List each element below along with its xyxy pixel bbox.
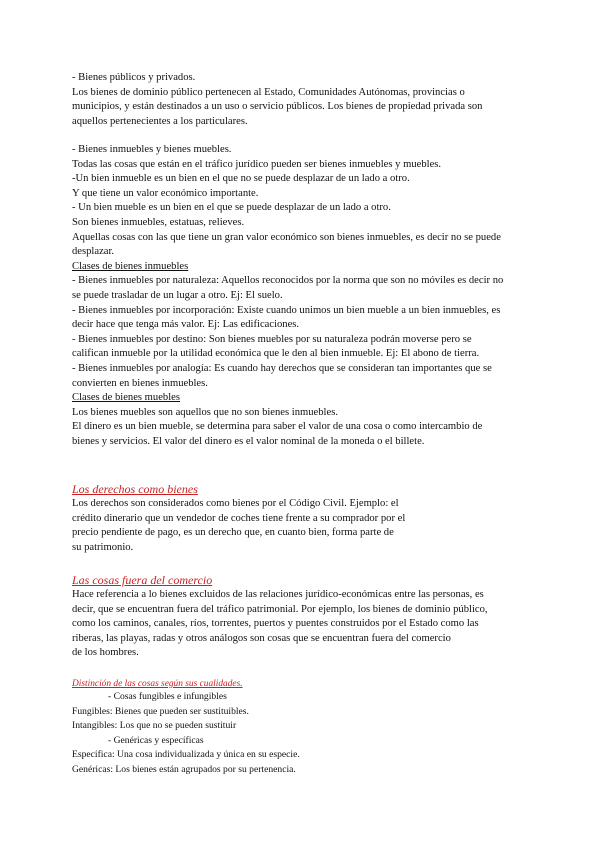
text-line: convierten en bienes inmuebles.	[72, 377, 208, 389]
text-line: Aquellas cosas con las que tiene un gran valor económico son bienes inmuebles, es decir no se puede	[72, 231, 501, 243]
text-line: como los caminos, canales, ríos, torrentes, puertos y puentes construidos por el Estado como las	[72, 618, 479, 630]
text-line: aquellos pertenecientes a los particulares.	[72, 115, 248, 127]
text-line: de los hombres.	[72, 647, 139, 659]
text-line: - Bienes inmuebles por analogía: Es cuando hay derechos que se consideran tan importantes que se	[72, 362, 492, 374]
section-distincion-cosas	[72, 678, 532, 778]
section-heading: Los derechos como bienes	[72, 482, 198, 496]
text-line: se puede trasladar de un lugar a otro. Ej: El suelo.	[72, 289, 283, 301]
text-line: - Bienes inmuebles por destino: Son bienes muebles por su naturaleza podrán moverse pero se	[72, 333, 472, 345]
text-line: - Bienes públicos y privados.	[72, 72, 196, 83]
list-item: - Cosas fungibles e infungibles	[108, 691, 227, 702]
text-line: Y que tiene un valor económico importante.	[72, 187, 259, 199]
text-line: su patrimonio.	[72, 541, 134, 553]
text-line: municipios, y están destinados a un uso o servicio públicos. Los bienes de propiedad privada son	[72, 101, 483, 113]
subheading-clases-muebles: Clases de bienes muebles	[72, 392, 180, 404]
text-line: califican inmueble por la utilidad económica que le den al bien inmueble. Ej: El abono de tierra.	[72, 348, 480, 360]
text-line: - Bienes inmuebles y bienes muebles.	[72, 144, 232, 155]
text-line: decir, que se encuentran fuera del tráfico patrimonial. Por ejemplo, los bienes de dominio público,	[72, 603, 488, 615]
subheading-clases-inmuebles: Clases de bienes inmuebles	[72, 260, 189, 272]
list-item: - Genéricas y específicas	[108, 734, 204, 746]
section-heading: Distinción de las cosas según sus cualidades.	[72, 679, 243, 689]
text-line: precio pendiente de pago, es un derecho que, en cuanto bien, forma parte de	[72, 527, 394, 539]
text-line: crédito dinerario que un vendedor de coches tiene frente a su comprador por el	[72, 512, 406, 524]
text-line: - Un bien mueble es un bien en el que se puede desplazar de un lado a otro.	[72, 202, 391, 214]
text-line: Fungibles: Bienes que pueden ser sustituibles.	[72, 705, 249, 717]
section-bienes-inmuebles-muebles	[72, 143, 532, 449]
text-line: - Bienes inmuebles por naturaleza: Aquellos reconocidos por la norma que son no móviles es decir no	[72, 275, 504, 287]
section-cosas-fuera-comercio	[72, 573, 532, 661]
text-line: Los derechos son considerados como bienes por el Código Civil. Ejemplo: el	[72, 498, 399, 509]
text-line: Hace referencia a lo bienes excluidos de las relaciones jurídico-económicas entre las personas, es	[72, 589, 484, 600]
text-line: Específica: Una cosa individualizada y única en su especie.	[72, 749, 300, 761]
section-bienes-publicos-privados	[72, 71, 532, 129]
text-line: El dinero es un bien mueble, se determina para saber el valor de una cosa o como intercambio de	[72, 421, 483, 433]
text-line: -Un bien inmueble es un bien en el que no se puede desplazar de un lado a otro.	[72, 173, 410, 185]
text-line: desplazar.	[72, 246, 115, 258]
text-line: Los bienes de dominio público pertenecen al Estado, Comunidades Autónomas, provincias o	[72, 86, 465, 98]
text-line: Todas las cosas que están en el tráfico jurídico pueden ser bienes inmuebles y muebles.	[72, 158, 442, 170]
section-derechos-como-bienes	[72, 482, 532, 555]
text-line: Los bienes muebles son aquellos que no son bienes inmuebles.	[72, 406, 338, 418]
text-line: Genéricas: Los bienes están agrupados por su pertenencia.	[72, 763, 296, 775]
text-line: Intangibles: Los que no se pueden sustituir	[72, 720, 237, 732]
text-line: riberas, las playas, radas y otros análogos son cosas que se encuentran fuera del comercio	[72, 632, 451, 644]
section-heading: Las cosas fuera del comercio	[72, 573, 213, 587]
text-line: decir hace que tenga más valor. Ej: Las edificaciones.	[72, 319, 300, 331]
text-line: - Bienes inmuebles por incorporación: Existe cuando unimos un bien mueble a un bien inmuebles, es	[72, 304, 501, 316]
text-line: Son bienes inmuebles, estatuas, relieves.	[72, 216, 245, 228]
text-line: bienes y servicios. El valor del dinero es el valor nominal de la moneda o el billete.	[72, 435, 425, 447]
